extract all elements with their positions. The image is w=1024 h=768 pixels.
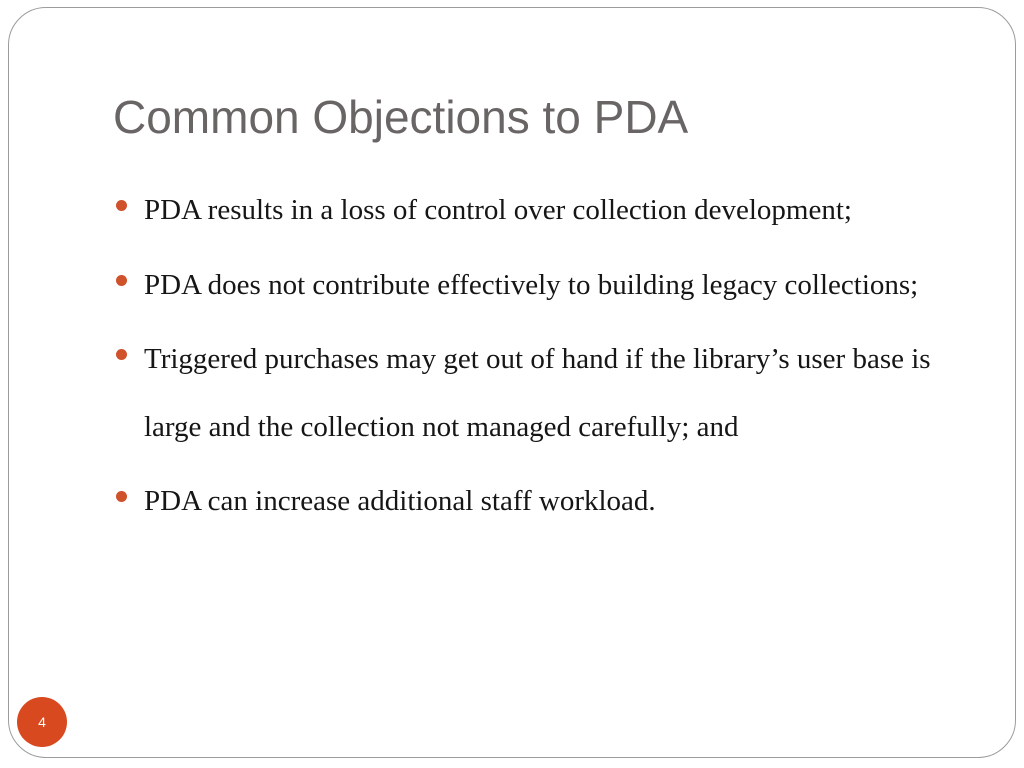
page-number-badge [17, 697, 67, 747]
bullet-dot-icon [116, 491, 127, 502]
bullet-dot-icon [116, 200, 127, 211]
bullet-text: PDA results in a loss of control over collection development; [144, 194, 852, 226]
bullet-dot-icon [116, 349, 127, 360]
page-number: 4 [38, 714, 46, 730]
bullet-item [113, 468, 983, 536]
bullet-text: Triggered purchases may get out of hand if the library’s user base is large and the collection not managed carefully; and [144, 343, 931, 443]
bullet-item [113, 326, 983, 461]
bullet-list [113, 177, 983, 543]
bullet-text: PDA does not contribute effectively to building legacy collections; [144, 268, 919, 301]
bullet-item [113, 177, 983, 245]
bullet-item [113, 252, 983, 320]
bullet-dot-icon [116, 275, 127, 286]
slide-title: Common Objections to PDA [113, 91, 689, 143]
bullet-text: PDA can increase additional staff workload. [144, 485, 656, 517]
